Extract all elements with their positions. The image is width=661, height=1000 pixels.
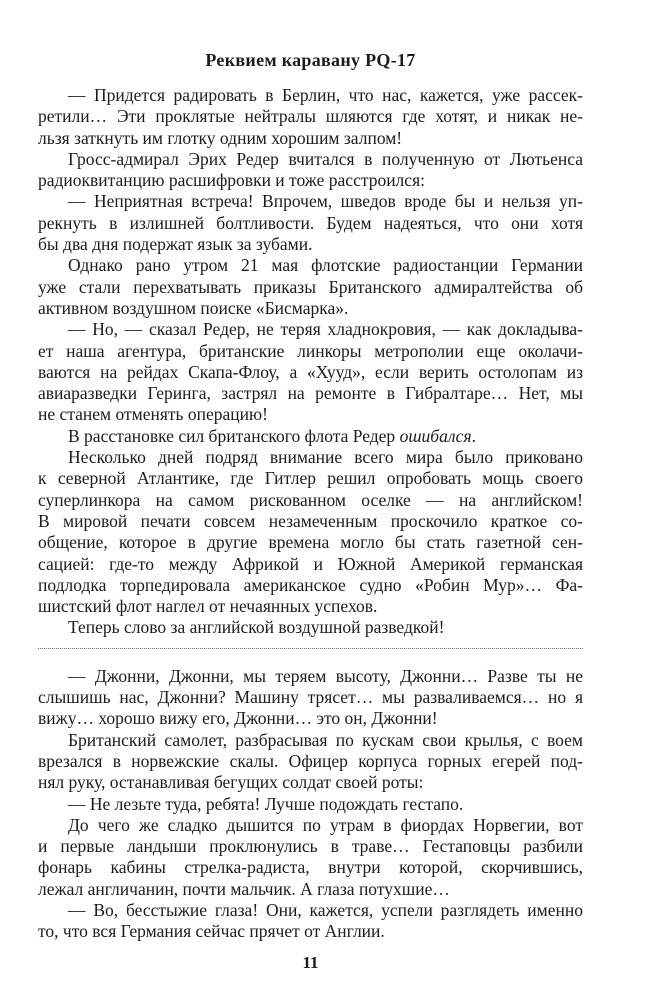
text-line: — Не лезьте туда, ребята! Лучше подождать гестапо. — [68, 793, 464, 814]
text-line: врезался в норвежские скалы. Офицер корпуса горных егерей под- — [38, 750, 583, 771]
paragraph — [38, 900, 583, 943]
text-line: лежал англичанин, почти мальчик. А глаза потухшие… — [38, 878, 450, 899]
text-line: сацией: где-то между Африкой и Южной Америкой германская — [38, 553, 583, 574]
text-line: бы два дня подержат язык за зубами. — [38, 234, 313, 255]
text-line: До чего же сладко дышится по утрам в фиордах Норвегии, вот — [68, 814, 583, 835]
page-number: 11 — [302, 953, 319, 972]
text-line: — Джонни, Джонни, мы теряем высоту, Джонни… Разве ты не — [68, 665, 583, 686]
section-divider — [38, 648, 583, 649]
text-line: фонарь кабины стрелка-радиста, внутри которой, скорчившись, — [38, 857, 583, 878]
text-line: рекнуть в излишней болтливости. Будем надеяться, что они хотя — [38, 212, 583, 233]
text-line: ет наша агентура, британские линкоры метрополии еще околачи- — [38, 340, 583, 361]
text-line: Однако рано утром 21 мая флотские радиостанции Германии — [68, 255, 583, 276]
text-line: — Но, — сказал Редер, не теряя хладнокровия, — как докладыва- — [68, 319, 583, 340]
text-line: В расстановке сил британского флота Редер ошибался. — [68, 425, 476, 446]
paragraph — [38, 85, 583, 149]
text-line: уже стали перехватывать приказы Британского адмиралтейства об — [38, 276, 583, 297]
running-title: Реквием каравану PQ-17 — [205, 50, 416, 70]
text-line: к северной Атлантике, где Гитлер решил опробовать мощь своего — [38, 468, 583, 489]
text-line: нял руку, останавливая бегущих солдат своей роты: — [38, 772, 424, 793]
text-line: авиаразведки Геринга, застрял на ремонте в Гибралтаре… Нет, мы — [38, 383, 583, 404]
text-line: шистский флот наглел от нечаянных успехов. — [38, 596, 378, 617]
paragraph — [38, 191, 583, 255]
text-line: Гросс-адмирал Эрих Редер вчитался в полученную от Лютьенса — [68, 148, 583, 169]
paragraph — [38, 730, 583, 794]
text-line: не станем отменять операцию! — [38, 404, 268, 425]
text-line: слышишь нас, Джонни? Машину трясет… мы разваливаемся… но я — [38, 687, 583, 708]
text-line: радиоквитанцию расшифровки и тоже расстроился: — [38, 170, 425, 191]
paragraph — [38, 815, 583, 900]
paragraph — [38, 666, 583, 730]
text-line: то, что вся Германия сейчас прячет от Англии. — [38, 921, 385, 942]
text-line: ретили… Эти проклятые нейтралы шляются где хотят, и никак не- — [38, 106, 583, 127]
text-line: суперлинкора на самом рискованном оселке — на английском! — [38, 489, 583, 510]
text-line: общение, которое в другие времена могло бы стать газетной сен- — [38, 532, 583, 553]
paragraph — [38, 426, 583, 447]
text-line: и первые ландыши проклюнулись в траве… Гестаповцы разбили — [38, 836, 583, 857]
text-line: льзя заткнуть им глотку одним хорошим залпом! — [38, 127, 403, 148]
text-line: ваются на рейдах Скапа-Флоу, а «Хууд», если верить остолопам из — [38, 361, 583, 382]
text-column — [38, 85, 583, 943]
text-line: Британский самолет, разбрасывая по кускам свои крылья, с воем — [68, 729, 583, 750]
text-line: Теперь слово за английской воздушной разведкой! — [68, 617, 445, 638]
paragraph — [38, 447, 583, 617]
text-line: вижу… хорошо вижу его, Джонни… это он, Джонни! — [38, 708, 438, 729]
text-line: — Придется радировать в Берлин, что нас, кажется, уже рассек- — [68, 85, 583, 105]
paragraph — [38, 255, 583, 319]
paragraph — [38, 617, 583, 638]
text-line: В мировой печати совсем незамеченным проскочило краткое со- — [38, 510, 583, 531]
text-line: подлодка торпедировала американское судно «Робин Мур»… Фа- — [38, 574, 583, 595]
paragraph — [38, 794, 583, 815]
paragraph — [38, 149, 583, 192]
text-line: — Во, бесстыжие глаза! Они, кажется, успели разглядеть именно — [68, 899, 583, 920]
text-line: — Неприятная встреча! Впрочем, шведов вроде бы и нельзя уп- — [68, 191, 583, 212]
paragraph — [38, 319, 583, 425]
text-line: активном воздушном поиске «Бисмарка». — [38, 297, 349, 318]
text-line: Несколько дней подряд внимание всего мира было приковано — [68, 447, 583, 468]
